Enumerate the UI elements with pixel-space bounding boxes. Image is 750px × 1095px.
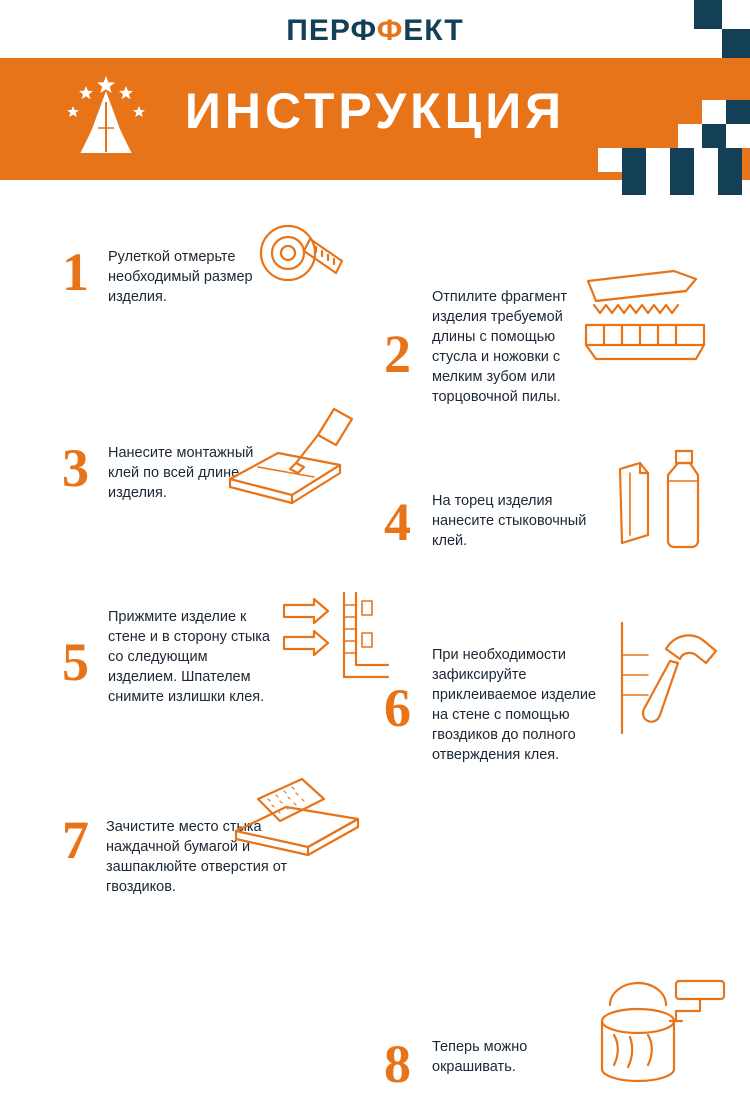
checker-square	[646, 148, 670, 172]
checker-decoration-top-right	[694, 0, 750, 58]
checker-square	[694, 0, 722, 29]
glue-tube-icon	[600, 433, 730, 563]
step-number: 3	[62, 438, 89, 498]
step-8	[370, 815, 750, 1094]
tree-star-logo-icon	[58, 72, 154, 168]
checker-square	[718, 148, 742, 172]
checker-square	[598, 148, 622, 172]
checker-square	[694, 29, 722, 58]
page-title: ИНСТРУКЦИЯ	[184, 83, 566, 139]
checker-square	[694, 148, 718, 172]
brand-title	[0, 14, 750, 48]
brand-text-accent: Ф	[376, 14, 404, 47]
page-header	[0, 0, 750, 195]
step-1	[0, 195, 400, 315]
step-5	[0, 577, 400, 737]
step-3	[0, 403, 400, 533]
checker-square	[622, 148, 646, 172]
checker-square	[718, 172, 742, 195]
step-text: Зачистите место стыка наждачной бумагой и зашпаклюйте отверстия от гвоздиков.	[106, 819, 288, 895]
checker-square	[646, 172, 670, 195]
sandpaper-icon	[226, 773, 366, 863]
tape-measure-icon	[250, 217, 360, 307]
step-number: 4	[384, 492, 411, 552]
instruction-steps	[0, 195, 750, 1094]
hand-saw-miter-box-icon	[578, 265, 718, 375]
step-number: 6	[384, 678, 411, 738]
checker-square	[694, 172, 718, 195]
step-7	[0, 755, 400, 905]
checker-square	[670, 172, 694, 195]
step-text: При необходимости зафиксируйте приклеиваемое изделие на стене с помощью гвоздиков до полного отверждения клея.	[432, 647, 597, 763]
step-number: 1	[62, 242, 89, 302]
step-text: Рулеткой отмерьте необходимый размер изделия.	[108, 249, 253, 305]
step-2	[370, 265, 750, 425]
brand-text-part2: ЕКТ	[403, 14, 464, 47]
checker-square	[670, 148, 694, 172]
step-number: 2	[384, 324, 411, 384]
step-number: 8	[384, 1034, 411, 1094]
checker-square	[722, 29, 750, 58]
paint-bucket-roller-icon	[592, 975, 732, 1095]
step-number: 5	[62, 632, 89, 692]
step-text: Теперь можно окрашивать.	[432, 1039, 528, 1075]
brand-text-part1: ПЕРФ	[286, 14, 377, 47]
step-6	[370, 615, 750, 785]
step-text: Прижмите изделие к стене и в сторону стыка со следующим изделием. Шпателем снимите излишки клея.	[108, 609, 270, 705]
step-text: На торец изделия нанесите стыковочный клей.	[432, 493, 587, 549]
step-text: Отпилите фрагмент изделия требуемой длины с помощью стусла и ножовки с мелким зубом или торцовочной пилы.	[432, 289, 568, 405]
step-text: Нанесите монтажный клей по всей длине изделия.	[108, 445, 254, 501]
checker-square	[622, 172, 646, 195]
step-4	[370, 433, 750, 573]
step-number: 7	[62, 810, 89, 870]
glue-gun-on-moulding-icon	[222, 403, 362, 508]
hammer-nail-icon	[604, 615, 734, 745]
checker-square	[722, 0, 750, 29]
